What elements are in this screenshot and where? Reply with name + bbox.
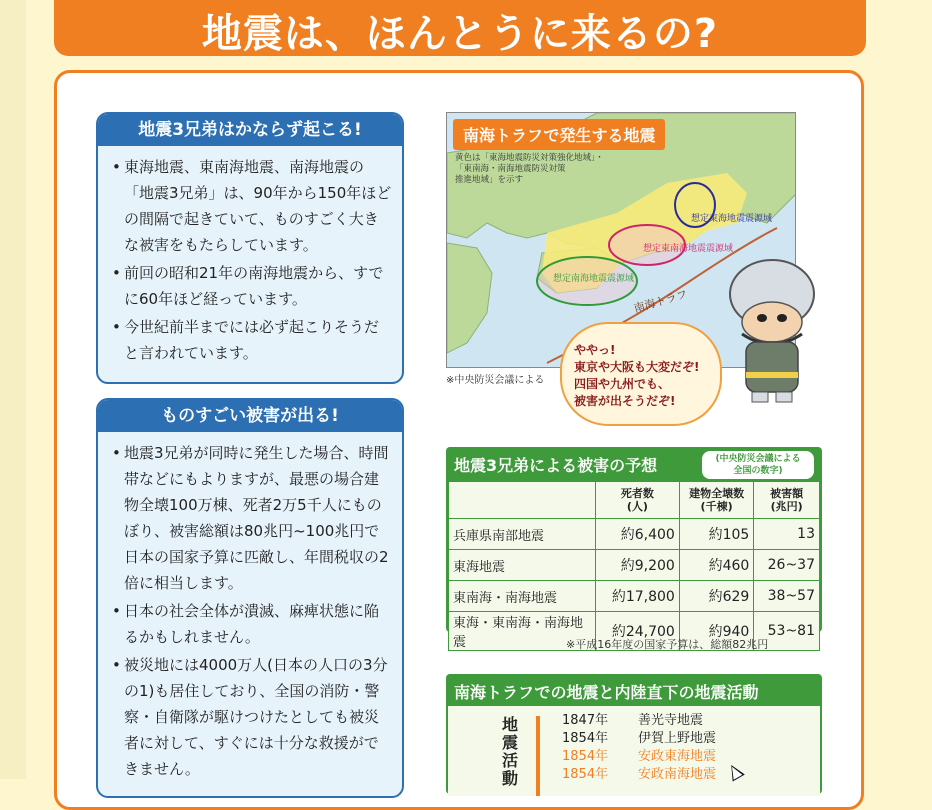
info-box-damage-title: ものすごい被害が出る! xyxy=(98,400,402,432)
table-header-cell xyxy=(449,482,596,519)
event-name: 善光寺地震 xyxy=(638,713,704,728)
damage-table-title-note: (中央防災会議による 全国の数字) xyxy=(702,451,814,479)
list-item: • 日本の社会全体が潰滅、麻痺状態に陥るかもしれません。 xyxy=(124,598,392,650)
timeline-event xyxy=(562,766,716,783)
list-item: • 今世紀前半までには必ず起こりそうだと言われています。 xyxy=(124,314,392,366)
timeline-event xyxy=(562,748,716,765)
speech-bubble-text: ややっ! 東京や大阪も大変だぞ! 四国や九州でも、 被害が出そうだぞ! xyxy=(574,343,700,408)
table-cell-cost: 38~57 xyxy=(754,581,820,612)
table-cell-buildings: 約629 xyxy=(679,581,754,612)
table-cell-deaths: 約17,800 xyxy=(596,581,680,612)
table-header-cell: 死者数 (人) xyxy=(596,482,680,519)
map-source-note: ※中央防災会議による xyxy=(446,375,545,386)
speech-bubble xyxy=(560,322,722,426)
mascot-character xyxy=(722,254,832,404)
table-cell-buildings: 約460 xyxy=(679,550,754,581)
event-name: 安政南海地震 xyxy=(638,767,717,782)
table-cell-cost: 13 xyxy=(754,519,820,550)
table-row xyxy=(449,519,820,550)
table-header-cell: 建物全壊数 (千棟) xyxy=(679,482,754,519)
activity-timeline xyxy=(448,706,820,796)
table-header-row xyxy=(449,482,820,519)
earthquake-activity-box xyxy=(446,674,822,794)
page-margin xyxy=(0,0,26,779)
timeline-bar xyxy=(536,716,540,796)
damage-table-title: 地震3兄弟による被害の予想 xyxy=(454,456,658,475)
event-year: 1854年 xyxy=(562,731,609,746)
event-year: 1854年 xyxy=(562,749,609,764)
page-title: 地震は、ほんとうに来るの? xyxy=(201,11,719,57)
event-year: 1854年 xyxy=(562,767,609,782)
label-nankai-zone: 想定南海地震震源域 xyxy=(553,274,635,284)
info-box-damage-list xyxy=(98,432,402,782)
event-year: 1847年 xyxy=(562,713,609,728)
budget-footnote: ※平成16年度の国家予算は、総額82兆円 xyxy=(566,638,769,651)
table-cell-deaths: 約24,700 xyxy=(596,612,680,651)
info-box-three-quakes-title: 地震3兄弟はかならず起こる! xyxy=(98,114,402,146)
table-row xyxy=(449,550,820,581)
info-box-three-quakes-list xyxy=(98,146,402,366)
table-row xyxy=(449,581,820,612)
list-item: • 地震3兄弟が同時に発生した場合、時間帯などにもよりますが、最悪の場合建物全壊100万棟、死者2万5千人にものぼり、被害総額は80兆円~100兆円で日本の国家予算に匹敵し、年間税収の2倍に相当します。 xyxy=(124,440,392,596)
table-cell-name: 東南海・南海地震 xyxy=(449,581,596,612)
timeline-event xyxy=(562,712,703,729)
label-tonankai-zone: 想定東南海地震震源域 xyxy=(643,244,734,254)
label-nankai-trough: 南海トラフ xyxy=(632,287,689,316)
activity-side-label: 地震活動 xyxy=(502,715,519,788)
list-item: • 東海地震、東南海地震、南海地震の「地震3兄弟」は、90年から150年ほどの間隔で起きていて、ものすごく大きな被害をもたらしています。 xyxy=(124,154,392,258)
table-cell-name: 兵庫県南部地震 xyxy=(449,519,596,550)
list-item: • 前回の昭和21年の南海地震から、すでに60年ほど経っています。 xyxy=(124,260,392,312)
table-cell-cost: 53~81 xyxy=(754,612,820,651)
damage-table xyxy=(448,481,820,651)
activity-title: 南海トラフでの地震と内陸直下の地震活動 xyxy=(454,683,759,702)
table-cell-buildings: 約105 xyxy=(679,519,754,550)
event-name: 伊賀上野地震 xyxy=(638,731,717,746)
table-cell-deaths: 約6,400 xyxy=(596,519,680,550)
title-banner xyxy=(54,0,866,56)
timeline-event xyxy=(562,730,716,747)
table-header-cell: 被害額 (兆円) xyxy=(754,482,820,519)
table-cell-cost: 26~37 xyxy=(754,550,820,581)
table-cell-buildings: 約940 xyxy=(679,612,754,651)
event-name: 安政東海地震 xyxy=(638,749,717,764)
table-cell-deaths: 約9,200 xyxy=(596,550,680,581)
info-box-damage xyxy=(96,398,404,798)
label-tokai-zone: 想定東海地震震源域 xyxy=(691,214,773,224)
table-cell-name: 東海・東南海・南海地震 xyxy=(449,612,596,651)
map-title: 南海トラフで発生する地震 xyxy=(453,119,665,150)
info-box-three-quakes xyxy=(96,112,404,384)
list-item: • 被災地には4000万人(日本の人口の3分の1)も居住しており、全国の消防・警察・自衛隊が駆けつけたとしても被災者に対して、すぐには十分な救援ができません。 xyxy=(124,652,392,782)
land-kyushu xyxy=(447,243,492,353)
map-note: 黄色は「東海地震防災対策強化地域」・ 「東南海・南海地震防災対策 推進地域」を示す xyxy=(455,153,604,185)
table-cell-name: 東海地震 xyxy=(449,550,596,581)
